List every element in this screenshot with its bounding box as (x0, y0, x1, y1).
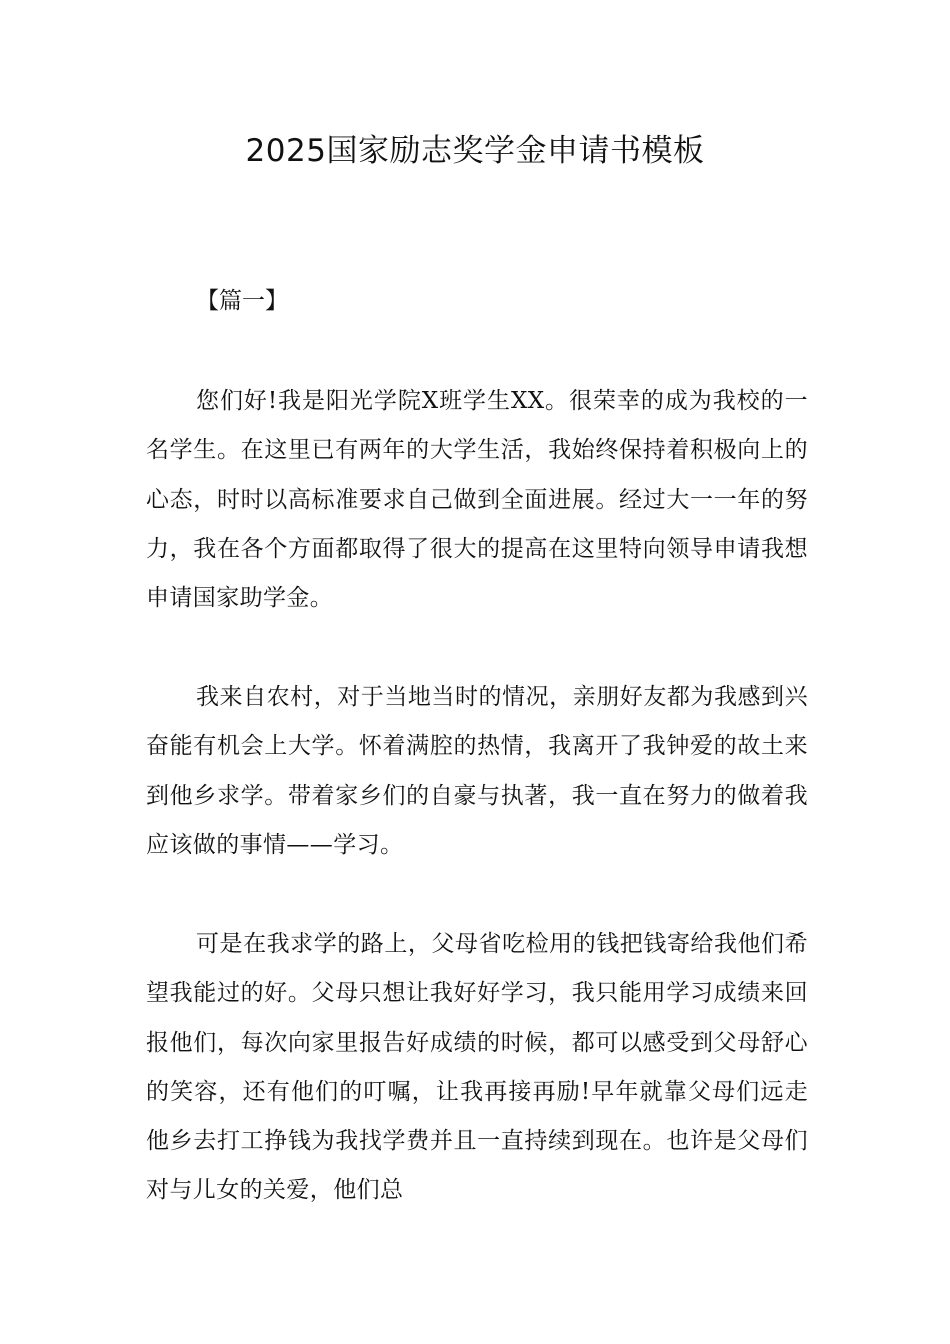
section-label: 【篇一】 (196, 288, 288, 314)
document-title: 2025国家励志奖学金申请书模板 (245, 133, 705, 169)
paragraph-1: 您们好!我是阳光学院X班学生XX。很荣幸的成为我校的一名学生。在这里已有两年的大学生活，我始终保持着积极向上的心态，时时以高标准要求自己做到全面进展。经过大一一年的努力，我在各个方面都取得了很大的提高在这里特向领导申请我想申请国家助学金。 (146, 388, 808, 612)
paragraph-3: 可是在我求学的路上，父母省吃检用的钱把钱寄给我他们希望我能过的好。父母只想让我好好学习，我只能用学习成绩来回报他们，每次向家里报告好成绩的时候，都可以感受到父母舒心的笑容，还有他们的叮嘱，让我再接再励!早年就靠父母们远走他乡去打工挣钱为我找学费并且一直持续到现在。也许是父母们对与儿女的关爱，他们总 (146, 931, 808, 1204)
paragraph-2: 我来自农村，对于当地当时的情况，亲朋好友都为我感到兴奋能有机会上大学。怀着满腔的热情，我离开了我钟爱的故土来到他乡求学。带着家乡们的自豪与执著，我一直在努力的做着我应该做的事情——学习。 (146, 684, 808, 858)
